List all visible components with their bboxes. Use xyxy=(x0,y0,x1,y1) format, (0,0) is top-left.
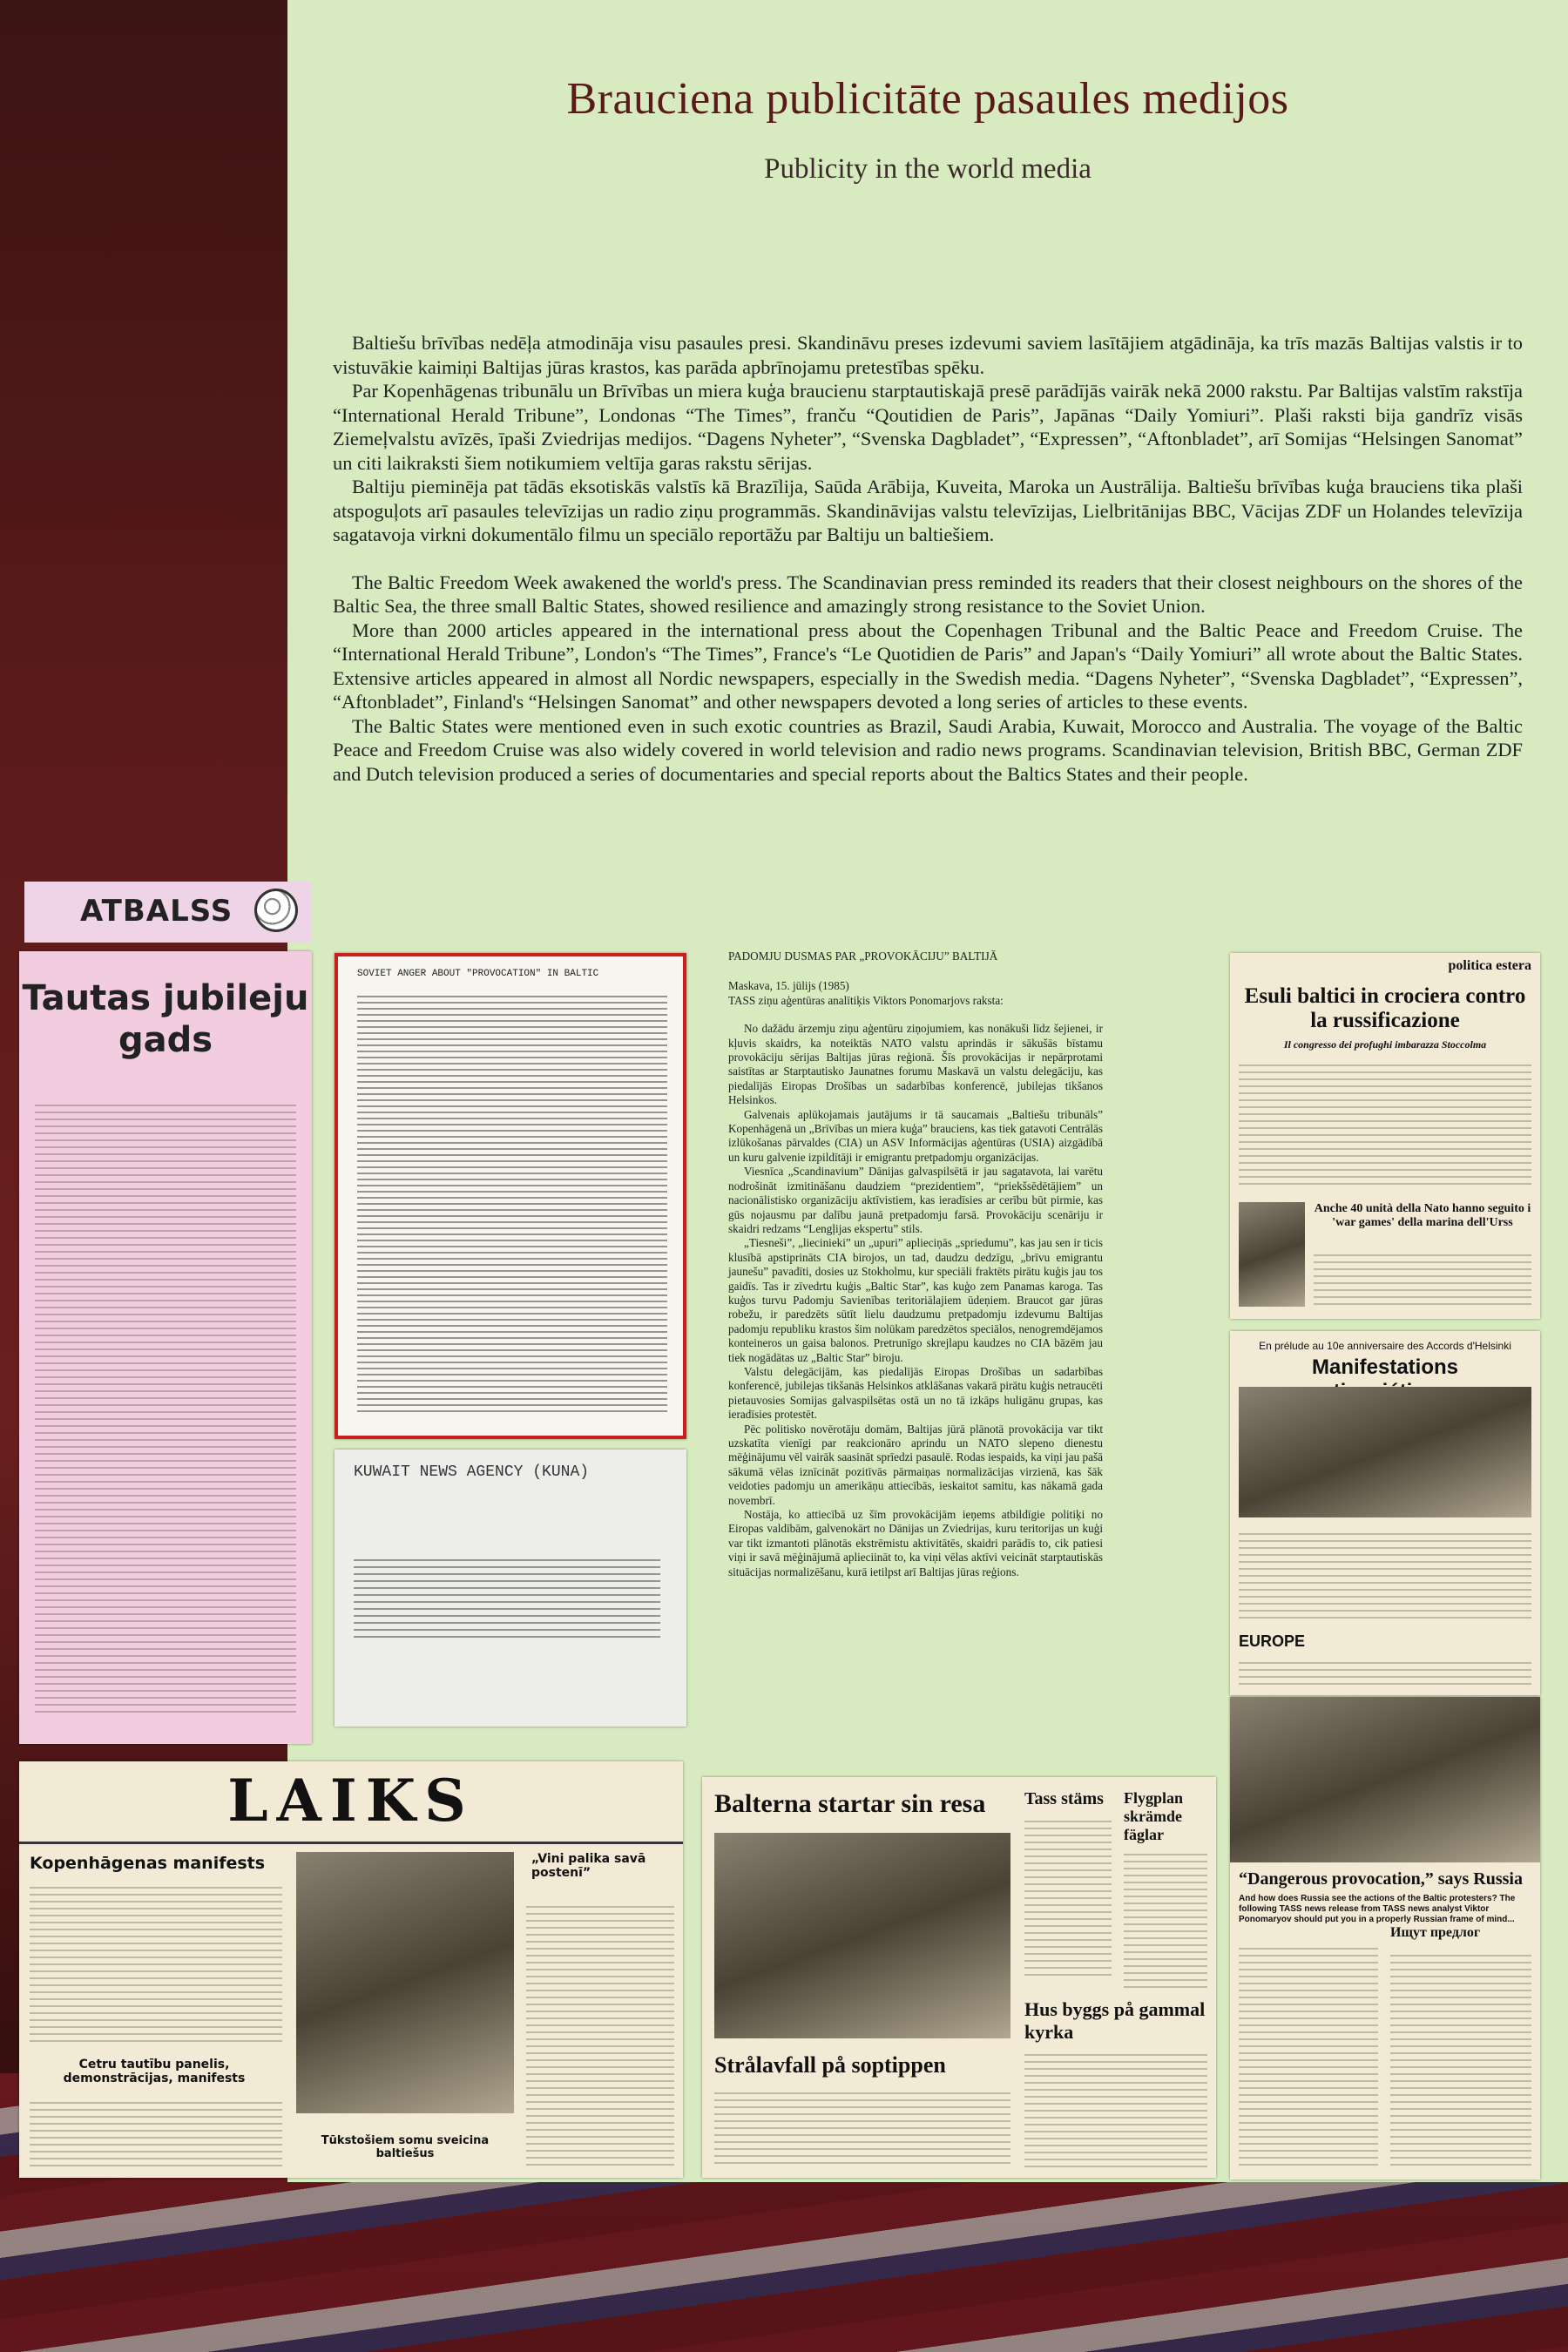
italian-clipping xyxy=(1230,953,1540,1319)
fr-kicker: En prélude au 10e anniversaire des Accords d'Helsinki xyxy=(1259,1340,1511,1352)
intro-en-paragraph: The Baltic States were mentioned even in such exotic countries as Brazil, Saudi Arabia, Kuwait, Morocco and Australia. The voyage of the Baltic Peace and Freedom Cruise was also widely covered in world television and radio news programs. Scandinavian television, British BBC, German ZDF and Dutch television produced a series of documentaries and special reports about the Baltics States and their people. xyxy=(333,714,1523,785)
laiks-subheadline: Cetru tautību panelis, demonstrācijas, manifests xyxy=(63,2058,246,2085)
laiks-photo xyxy=(296,1852,514,2113)
atbalss-logo: ATBALSS xyxy=(80,894,233,929)
swedish-clipping xyxy=(702,1777,1216,2178)
page-subtitle: Publicity in the world media xyxy=(764,153,1092,185)
tass-translation-paragraph: Valstu delegācijām, kas piedalījās Eiropas Drošības un sadarbības konferencē, jubilejas tikšanās Helsinkos atklāšanas vakarā pirātu kuģis netraucēti pietauvosies Somijas galvaspilsētas ostā un no tā izkāps huligānu grupas, kas ieradīsies protestēt. xyxy=(728,1364,1103,1422)
swed-headline: Balterna startar sin resa xyxy=(714,1789,986,1818)
kuna-telex-clipping xyxy=(335,1450,686,1727)
tass-translation-paragraph: No dažādu ārzemju ziņu aģentūru ziņojumiem, kas nonākuši līdz šejienei, ir kļuvis skaidrs, ka noteiktās NATO valstu aprindās ir sākušās bīstamu provokāciju sērijas Baltijas jūras reģionā. Šīs provokācijas ir nepārprotami saistītas ar Starptautisko Jaunatnes forumu Maskavā un valstu delegāciju, kas piedalījās Eiropas Drošības un sadarbības konferencē, jubilejas tikšanos Helsinkos. xyxy=(728,1022,1103,1107)
french-clipping xyxy=(1230,1331,1540,1695)
intro-lv-paragraph: Baltiešu brīvības nedēļa atmodināja visu pasaules presi. Skandināvu preses izdevumi saviem lasītājiem atgādināja, ka trīs mazās Baltijas valstis ir to vistuvākie kaimiņi Baltijas jūras krastos, kas parāda apbrīnojamu pretestības spēku. xyxy=(333,332,1523,378)
swed-photo xyxy=(714,1833,1010,2038)
laiks-side-headline: „Vini palika savā postenī” xyxy=(531,1852,646,1880)
intro-en-paragraph: More than 2000 articles appeared in the international press about the Copenhagen Tribunal and the Baltic Peace and Freedom Cruise. The “International Herald Tribune”, London's “The Times”, France's “Le Quotidien de Paris” and Japan's “Daily Yomiuri” all wrote about the Baltic States. Extensive articles appeared in almost all Nordic newspapers, especially in the Swedish media. “Dagens Nyheter”, “Svenska Dagbladet”, “Expressen”, “Aftonbladet”, Finland's “Helsingen Sanomat” and other newspapers devoted a long series of articles to these events. xyxy=(333,618,1523,713)
intro-text xyxy=(333,331,1523,786)
ital-headline: Esuli baltici in crociera contro la russificazione xyxy=(1244,984,1526,1032)
eng-lead: And how does Russia see the actions of the Baltic protesters? The following TASS news release from TASS news analyst Viktor Ponomaryov should put you in a properly Russian frame of mind... xyxy=(1239,1894,1516,1924)
eng-russian-headline: Ищут предлог xyxy=(1390,1925,1481,1940)
laiks-headline: Kopenhāgenas manifests xyxy=(30,1854,266,1873)
laiks-masthead: LAIKS xyxy=(227,1767,475,1835)
atbalss-clipping xyxy=(19,951,312,1744)
tass-translation xyxy=(728,950,1103,1579)
laiks-clipping xyxy=(19,1761,683,2178)
tass-translation-paragraph: Nostāja, ko attiecībā uz šīm provokācijām ieņems atbildīgie politiķi no Eiropas valdībām, galvenokārt no Dānijas un Zviedrijas, kuru teritorijas un kuģi var tikt izmantoti plānotās ekstrēmistu aktivitātēs, skaidri parādīs to, cik patiesi viņi ir savā mēģinājumā aplieciināt to, ka viņi vēlas aktīvi veicināt starptautiskās situācijas normalizēšanu, kurā ietilpst arī Baltijas jūras reģions. xyxy=(728,1508,1103,1578)
eng-photo xyxy=(1230,1697,1540,1862)
ital-subheadline: Il congresso dei profughi imbarazza Stoccolma xyxy=(1283,1038,1487,1051)
globe-icon xyxy=(254,889,298,932)
swed-church-headline: Hus byggs på gammal kyrka xyxy=(1024,1998,1206,2043)
tass-translation-dateline: Maskava, 15. jūlijs (1985) xyxy=(728,979,849,993)
tass-translation-heading: PADOMJU DUSMAS PAR „PROVOKĀCIJU” BALTIJĀ xyxy=(728,950,998,963)
kuna-telex-headline: KUWAIT NEWS AGENCY (KUNA) xyxy=(354,1463,590,1481)
fr-europe-label: EUROPE xyxy=(1239,1632,1306,1650)
tass-translation-paragraph: Galvenais aplūkojamais jautājums ir tā saucamais „Baltiešu tribunāls” Kopenhāgenā un „Brīvības un miera kuģa” brauciens, kas tiek gatavoti Centrālās izlūkošanas pārvaldes (CIA) un ASV Informācijas aģentūras (USIA) aizgādībā un kuru galvenie izpildītāji ir emigrantu pretpadomju organizācijas. xyxy=(728,1107,1103,1164)
intro-lv-paragraph: Baltiju pieminēja pat tādās eksotiskās valstīs kā Brazīlija, Saūda Arābija, Kuveita, Maroka un Austrālija. Baltiešu brīvības kuģa brauciens tika plaši atspoguļots arī pasaules televīzijas un radio ziņu programmās. Skandināvijas valstu televīzijas, Lielbritānijas BBC, Vācijas ZDF un Holandes televīzija sagatavoja virkni dokumentālo filmu un speciālo reportāžu par Baltiju un baltiešiem. xyxy=(333,476,1523,545)
tass-translation-paragraph: „Tiesneši”, „liecinieki” un „upuri” aplieciņās „spriedumu”, kas jau sen ir ticis klusībā apstiprināts CIA birojos, un tad, daudzu dedzīgu, „brīvu emigrantu jaunešu” pavadīti, dosies uz Stokholmu, kur speciāli fraktēts pirātu kuģis jau tos gaidīs. Tas ir zīvedrtu kuģis „Baltic Star”, kas kuģo zem Panamas karoga. Tas kuģos turvu Padomju Savienības teritoriālajiem ūdeņiem. Braucot gar jūras robežu, ir paredzēts sūtīt lielu daudzumu pretpadomju izdevumu Baltijas padomju republiku krastos šim nolūkam paredzētos speciālos, nenogremdējamos konteineros un gaisa balonos. Pretrunīgo skrejlapu kaudzes no CIA bāzēm jau tiek nogādātas uz „Baltic Star” biroju. xyxy=(728,1236,1103,1364)
ital-paper-section: politica estera xyxy=(1448,958,1531,973)
eng-headline: “Dangerous provocation,” says Russia xyxy=(1239,1869,1523,1889)
tass-translation-paragraph: Viesnīca „Scandinavium” Dānijas galvaspilsētā ir jau sagatavota, lai varētu nodrošināt izmitināšanu daudziem “prezidentiem”, “priekšsēdētājiem” un nacionālistisko organizāciju aktīvistiem, kas ieradīsies ar cerību būt pirmie, kas gūs nojausmu par dalību jaunā pretpadomju farsā. Provokāciju scenāriju ir skaidri redzams “Lengļijas ekspertu” stils. xyxy=(728,1165,1103,1235)
swed-tass-headline: Tass stäms xyxy=(1024,1789,1104,1808)
tass-telex-headline: SOVIET ANGER ABOUT "PROVOCATION" IN BALTIC xyxy=(357,969,599,979)
tass-translation-paragraph: Pēc politisko novērotāju domām, Baltijas jūrā plānotā provokācija var tikt uzskatīta vienīgi par reakcionāro aprindu un NATO slepeno dienestu mēģinājumu vēl vairāk saasināt sprīedzi pasaulē. Rodas iespaids, ka viņi jau pašā sākumā vēlas iznīcināt pozitīvās pārmaiņas normalizācijas virzienā, kas šāk veidoties padomju un amerikāņu attiecībās, ieskaitot samitu, kas nākamā gada novembrī. xyxy=(728,1422,1103,1507)
intro-en-paragraph: The Baltic Freedom Week awakened the world's press. The Scandinavian press reminded its readers that their closest neighbours on the shores of the Baltic Sea, the three small Baltic States, showed resilience and amazingly strong resistance to the Soviet Union. xyxy=(333,571,1523,617)
tass-translation-byline: TASS ziņu aģentūras analītiķis Viktors Ponomarjovs raksta: xyxy=(728,993,1004,1007)
ital-nato-headline: Anche 40 unità della Nato hanno seguito i 'war games' della marina dell'Urss xyxy=(1314,1202,1531,1229)
intro-lv-paragraph: Par Kopenhāgenas tribunālu un Brīvības un miera kuģa braucienu starptautiskajā presē parādījās vairāk nekā 2000 rakstu. Par Baltijas valstīm rakstīja “International Herald Tribune”, Londonas “The Times”, franču “Qoutidien de Paris”, Japānas “Daily Yomiuri”. Plaši raksti bija gandrīz visās Ziemeļvalstu avīzēs, īpaši Zviedrijas medijos. “Dagens Nyheter”, “Svenska Dagbladet”, “Expressen”, “Aftonbladet”, arī Somijas “Helsingen Sanomat” un citi laikraksti šiem notikumiem veltīja garas rakstu sērijas. xyxy=(333,380,1523,474)
swed-radiation-headline: Strålavfall på soptippen xyxy=(714,2052,946,2078)
laiks-photo-caption: Tūkstošiem somu sveicina baltiešus xyxy=(321,2134,490,2160)
page-title: Brauciena publicitāte pasaules medijos xyxy=(566,74,1289,124)
fr-headline: Manifestations xyxy=(1311,1355,1459,1379)
tass-telex-clipping xyxy=(335,953,686,1439)
fr-photo xyxy=(1239,1387,1531,1517)
english-clipping xyxy=(1230,1697,1540,2180)
swed-flygplan-headline: Flygplan skrämde fäglar xyxy=(1124,1789,1184,1843)
atbalss-headline: Tautas jubileju gads xyxy=(22,978,309,1060)
ital-photo xyxy=(1239,1202,1305,1307)
